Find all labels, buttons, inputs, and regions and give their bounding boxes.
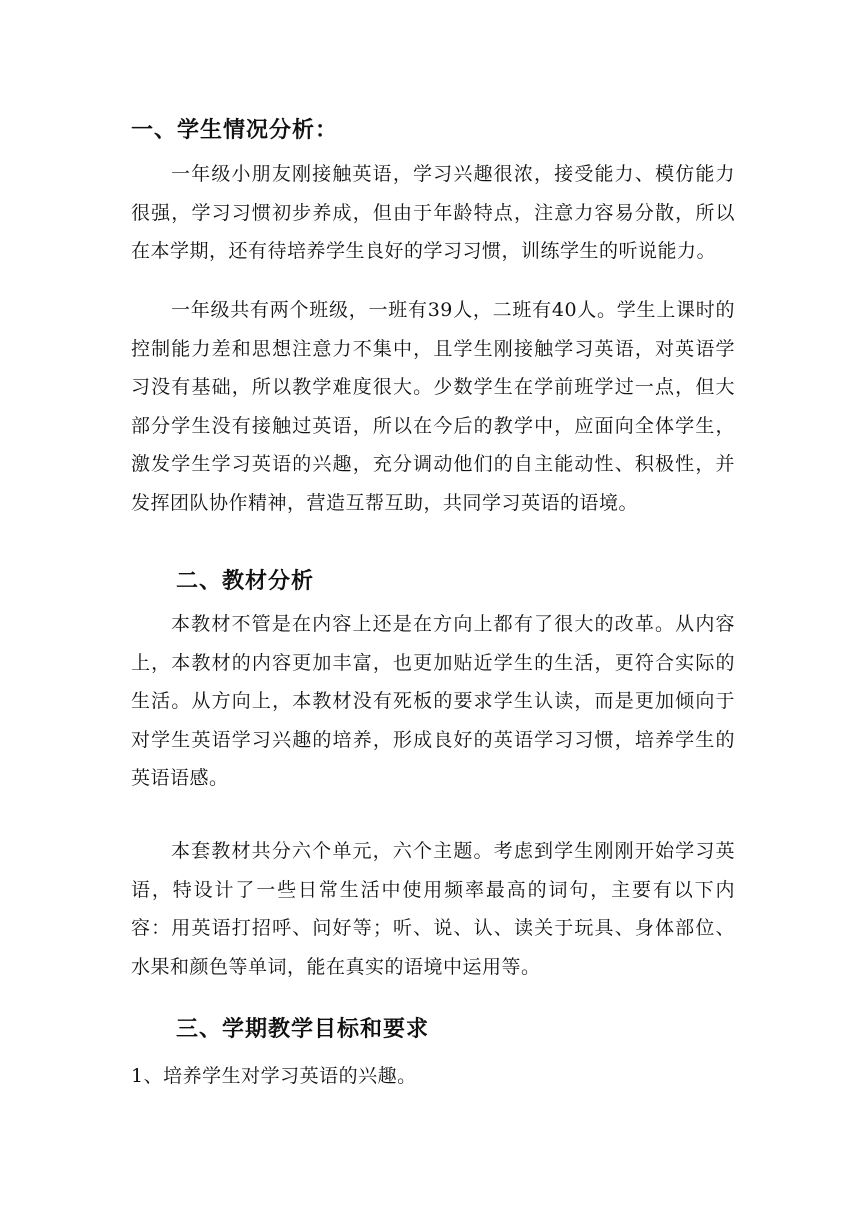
- section-heading-textbook-analysis: 二、教材分析: [176, 569, 315, 594]
- paragraph-textbook-reform: 本教材不管是在内容上还是在方向上都有了很大的改革。从内容上，本教材的内容更加丰富，也更加贴近学生的生活，更符合实际的生活。从方向上，本教材没有死板的要求学生认读，而是更加倾向于对学生英语学习兴趣的培养，形成良好的英语学习习惯，培养学生的英语语感。: [131, 613, 735, 790]
- paragraph-textbook-units: 本套教材共分六个单元，六个主题。考虑到学生刚刚开始学习英语，特设计了一些日常生活中使用频率最高的词句，主要有以下内容：用英语打招呼、问好等；听、说、认、读关于玩具、身体部位、水果和颜色等单词，能在真实的语境中运用等。: [131, 840, 735, 978]
- goal-item-1: 1、培养学生对学习英语的兴趣。: [131, 1065, 417, 1087]
- section-heading-teaching-goals: 三、学期教学目标和要求: [176, 1017, 430, 1042]
- paragraph-student-interest: 一年级小朋友刚接触英语，学习兴趣很浓，接受能力、模仿能力很强，学习习惯初步养成，但由于年龄特点，注意力容易分散，所以在本学期，还有待培养学生良好的学习习惯，训练学生的听说能力。: [131, 163, 735, 263]
- section-heading-student-analysis: 一、学生情况分析：: [131, 118, 339, 143]
- paragraph-class-situation: 一年级共有两个班级，一班有39人，二班有40人。学生上课时的控制能力差和思想注意力不集中，且学生刚接触学习英语，对英语学习没有基础，所以教学难度很大。少数学生在学前班学过一点，但大部分学生没有接触过英语，所以在今后的教学中，应面向全体学生，激发学生学习英语的兴趣，充分调动他们的自主能动性、积极性，并发挥团队协作精神，营造互帮互助，共同学习英语的语境。: [131, 299, 735, 514]
